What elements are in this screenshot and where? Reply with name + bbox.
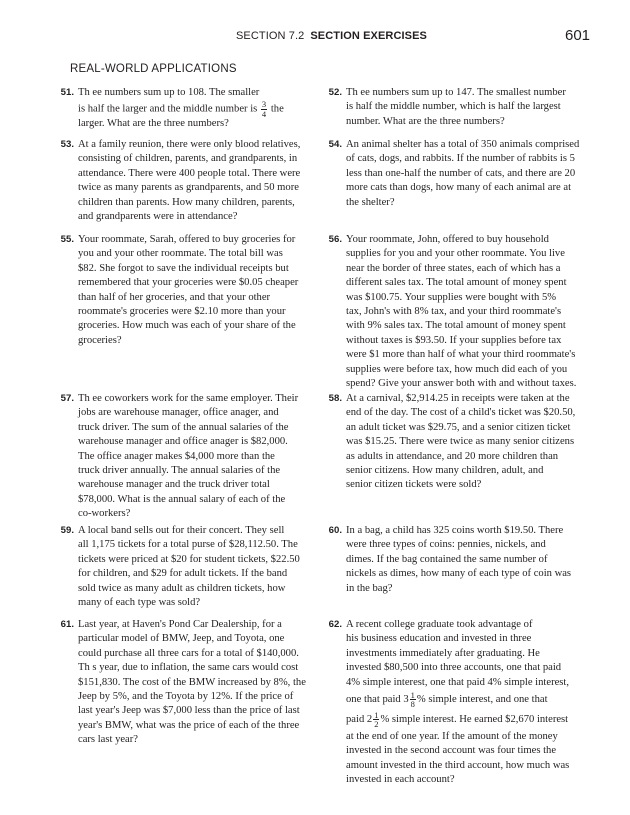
- problem-line: co-workers?: [78, 508, 131, 520]
- problem-line: invested $80,500 into three accounts, one that paid: [346, 662, 562, 674]
- problem-line: invested in the second account was four times the: [346, 745, 557, 757]
- fraction-denominator: 4: [261, 108, 267, 119]
- problem-line: end of the day. The cost of a child's ticket was $20.50,: [346, 407, 576, 419]
- problem-line: many of each type was sold?: [78, 597, 201, 609]
- problem-line: senior citizens. How many children, adult, and: [346, 465, 544, 477]
- section-number: SECTION 7.2: [236, 30, 305, 42]
- fraction-numerator: 3: [261, 99, 267, 110]
- problem-line: At a carnival, $2,914.25 in receipts were taken at the: [346, 393, 570, 404]
- problem-line: Your roommate, Sarah, offered to buy groceries for: [78, 234, 296, 245]
- problem-text: % simple interest, and one that: [416, 694, 548, 706]
- problem-line: attendance. There were 400 people total. There were: [78, 167, 301, 179]
- problem-text: % simple interest. He earned $2,670 interest: [380, 714, 569, 726]
- problem-line: $82. She forgot to save the individual receipts but: [78, 262, 289, 274]
- problem-line: $151,830. The cost of the BMW increased by 8%, the: [78, 676, 306, 688]
- problem-line: tax, John's with 8% tax, and your third roommate's: [346, 306, 562, 318]
- problem-line: sold twice as many adult as children tickets, how: [78, 582, 286, 594]
- page-header: [0, 28, 630, 48]
- problem-number: 56.: [328, 234, 342, 245]
- problem-line: all 1,175 tickets for a total purse of $28,112.50. The: [78, 539, 298, 551]
- fraction: [261, 100, 267, 118]
- problem-line: dimes. If the bag contained the same number of: [346, 553, 548, 565]
- problem-line: spend? Give your answer both with and without taxes.: [346, 378, 577, 390]
- problem-number: 61.: [60, 619, 74, 630]
- problem-line: larger. What are the three numbers?: [78, 118, 229, 130]
- problem-line: supplies for you and your other roommate. You live: [346, 248, 565, 260]
- problem-line: supplies were before tax, how much did each of you: [346, 363, 568, 375]
- problem-line: warehouse manager and office anager is $82,000.: [78, 436, 288, 448]
- problem-line: more cats than dogs, how many of each animal are at: [346, 182, 572, 194]
- problem-line: than half of her groceries, and that your other: [78, 291, 271, 303]
- problem-line: groceries?: [78, 334, 122, 346]
- fraction-numerator: 1: [374, 709, 379, 720]
- problem-line: At a family reunion, there were only blood relatives,: [78, 139, 301, 150]
- problem-line: warehouse manager and the truck driver total: [78, 479, 270, 491]
- problem-line: were three types of coins: pennies, nickels, and: [346, 539, 546, 551]
- problem-text: one that paid 3: [346, 694, 409, 706]
- problem-line: In a bag, a child has 325 coins worth $19.50. There: [346, 525, 564, 536]
- problem-line: were $1 more than half of what your third roommate's: [346, 349, 576, 361]
- problem-number: 54.: [328, 139, 342, 150]
- problem-line: for children, and $29 for adult tickets. If the band: [78, 568, 288, 580]
- problem-line: amount invested in the third account, how much was: [346, 759, 570, 771]
- problem-line: children than parents. How many children, parents,: [78, 196, 295, 208]
- problem-line: Your roommate, John, offered to buy household: [346, 234, 549, 245]
- problem-line: cars last year?: [78, 734, 138, 746]
- problem-line: an adult ticket was $29.75, and a senior citizen ticket: [346, 421, 571, 433]
- problem-line: in the bag?: [346, 582, 393, 594]
- problem-text: paid 2: [346, 714, 373, 726]
- problem-line: and grandparents were in attendance?: [78, 211, 238, 223]
- problem-line: tickets were priced at $20 for student tickets, $22.50: [78, 553, 300, 565]
- problem-line: roommate's groceries were $2.10 more than your: [78, 306, 286, 318]
- problem-line: could purchase all three cars for a total of $140,000.: [78, 647, 299, 659]
- problem-number: 57.: [60, 393, 74, 404]
- problem-line: different sales tax. The total amount of money spent: [346, 277, 567, 289]
- problem-line: groceries. How much was each of your share of the: [78, 320, 296, 332]
- problem-number: 62.: [328, 619, 342, 630]
- problem-line: at the end of one year. If the amount of the money: [346, 731, 558, 743]
- problem-line: truck driver annually. The annual salaries of the: [78, 465, 281, 477]
- problem-line: An animal shelter has a total of 350 animals comprised: [346, 139, 580, 150]
- problem-line: 4% simple interest, one that paid 4% simple interest,: [346, 676, 570, 688]
- fraction-denominator: 8: [410, 699, 415, 710]
- problem-line: Th ee numbers sum up to 108. The smaller: [78, 87, 260, 98]
- problem-text: is half the larger and the middle number is: [78, 103, 258, 115]
- problem-line: $78,000. What is the annual salary of each of the: [78, 493, 286, 505]
- problem-number: 59.: [60, 525, 74, 536]
- problem-line: particular model of BMW, Jeep, and Toyota, one: [78, 633, 285, 645]
- problem-line: less than one-half the number of cats, and there are 20: [346, 167, 576, 179]
- problem-line: near the border of three states, each of which has a: [346, 262, 561, 274]
- problem-line: is half the middle number, which is half the largest: [346, 101, 561, 113]
- problem-line: [346, 710, 569, 730]
- problem-line: without taxes is $93.50. If your supplies before tax: [346, 334, 562, 346]
- problem-line: invested in each account?: [346, 774, 455, 786]
- problem-text: the: [270, 103, 284, 115]
- problem-line: Jeep by 5%, and the Toyota by 12%. If the price of: [78, 691, 294, 703]
- fraction: [373, 711, 379, 729]
- problem-number: 53.: [60, 139, 74, 150]
- problem-line: [346, 690, 569, 710]
- problem-line: of cats, dogs, and rabbits. If the number of rabbits is 5: [346, 153, 575, 165]
- problem-line: Th ee coworkers work for the same employer. Their: [78, 393, 299, 404]
- problem-line: as adults in attendance, and 20 more children than: [346, 450, 559, 462]
- section-label: [236, 30, 427, 42]
- problem-line: his business education and invested in three: [346, 633, 532, 645]
- section-title: SECTION EXERCISES: [310, 30, 427, 42]
- problem-line: number. What are the three numbers?: [346, 115, 505, 127]
- problem-number: 60.: [328, 525, 342, 536]
- problem-number: 58.: [328, 393, 342, 404]
- problem-line: truck driver. The sum of the annual salaries of the: [78, 421, 289, 433]
- section-heading: REAL-WORLD APPLICATIONS: [70, 63, 237, 75]
- problem-number: 55.: [60, 234, 74, 245]
- problem-line: consisting of children, parents, and grandparents, in: [78, 153, 298, 165]
- problem-line: last year's Jeep was $7,000 less than the price of last: [78, 705, 300, 717]
- problem-line: Th s year, due to inflation, the same cars would cost: [78, 662, 299, 674]
- problem-line: jobs are warehouse manager, office anager, and: [78, 407, 279, 419]
- page-number: 601: [565, 27, 591, 44]
- problem-line: was $15.25. There were twice as many senior citizens: [346, 436, 575, 448]
- problem-line: was $100.75. Your supplies were bought with 5%: [346, 291, 557, 303]
- problem-line: with 9% sales tax. The total amount of money spent: [346, 320, 566, 332]
- problem-line: Last year, at Haven's Pond Car Dealership, for a: [78, 619, 282, 630]
- problem-line: remembered that your groceries were $0.05 cheaper: [78, 277, 299, 289]
- problem-line: The office anager makes $4,000 more than the: [78, 450, 275, 462]
- problem-line: the shelter?: [346, 196, 395, 208]
- problem-line: you and your other roommate. The total bill was: [78, 248, 283, 260]
- fraction: [410, 691, 416, 709]
- problem-line: [78, 100, 284, 117]
- problem-line: A recent college graduate took advantage of: [346, 619, 533, 630]
- problem-line: twice as many parents as grandparents, and 50 more: [78, 182, 299, 194]
- problem-line: nickels as dimes, how many of each type of coin was: [346, 568, 572, 580]
- problem-line: senior citizen tickets were sold?: [346, 479, 482, 491]
- fraction-denominator: 2: [374, 719, 379, 730]
- problem-line: investments immediately after graduating. He: [346, 647, 540, 659]
- problem-line: A local band sells out for their concert. They sell: [78, 525, 285, 536]
- problem-line: year's BMW, what was the price of each of the three: [78, 719, 300, 731]
- fraction-numerator: 1: [410, 689, 415, 700]
- problem-number: 51.: [60, 87, 74, 98]
- problem-number: 52.: [328, 87, 342, 98]
- problem-line: Th ee numbers sum up to 147. The smallest number: [346, 87, 566, 98]
